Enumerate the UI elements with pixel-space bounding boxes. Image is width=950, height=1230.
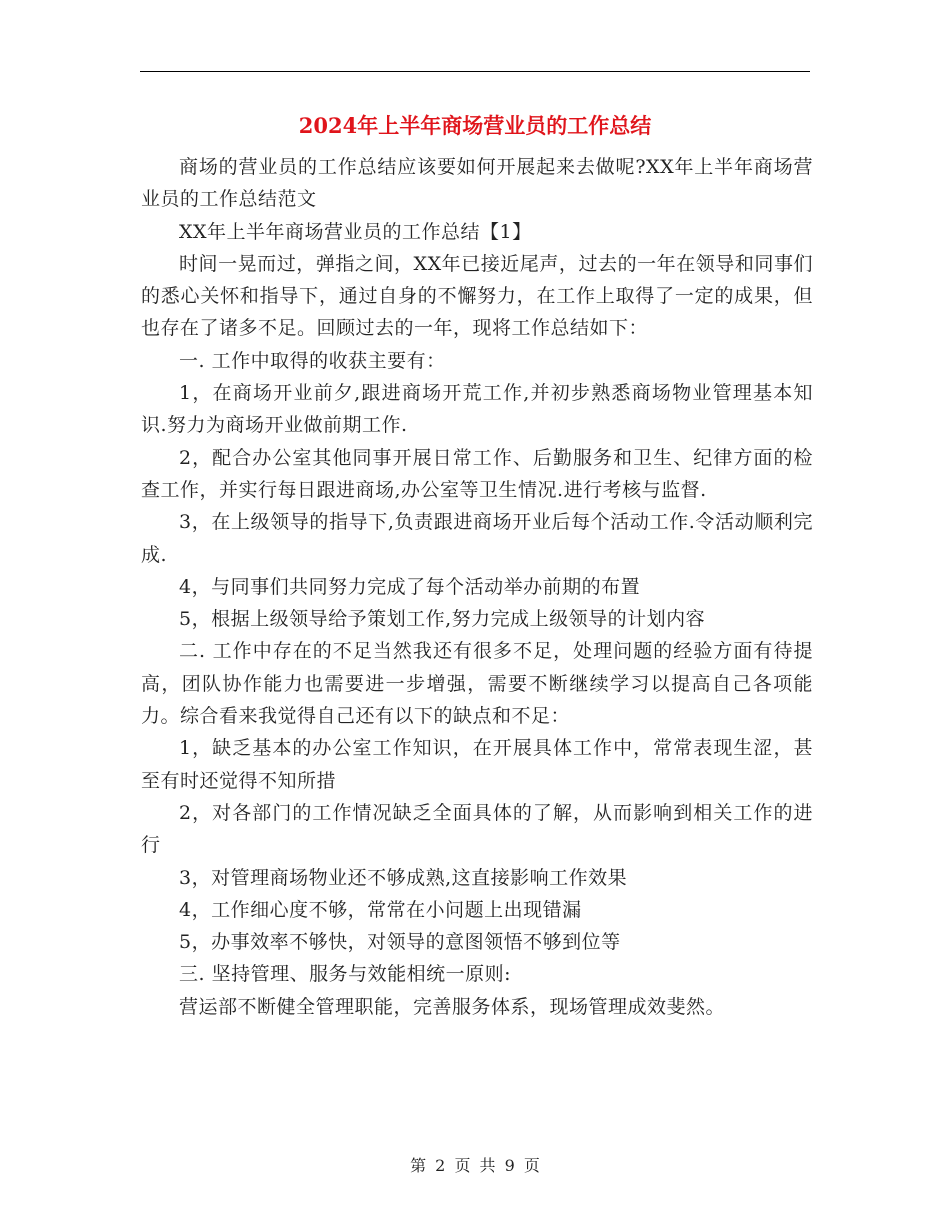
list-item: 2，配合办公室其他同事开展日常工作、后勤服务和卫生、纪律方面的检查工作，并实行每日跟进商场,办公室等卫生情况.进行考核与监督.: [141, 446, 813, 501]
list-item: 1，在商场开业前夕,跟进商场开荒工作,并初步熟悉商场物业管理基本知识.努力为商场开业做前期工作.: [141, 382, 813, 437]
list-item: 3，对管理商场物业还不够成熟,这直接影响工作效果: [179, 866, 628, 889]
paragraph: XX年上半年商场营业员的工作总结【1】: [179, 220, 532, 243]
paragraph: 时间一晃而过，弹指之间，XX年已接近尾声，过去的一年在领导和同事们的悉心关怀和指导下，通过自身的不懈努力，在工作上取得了一定的成果，但也存在了诸多不足。回顾过去的一年，现将工作总结如下：: [141, 252, 813, 340]
list-item: 4，与同事们共同努力完成了每个活动举办前期的布置: [179, 575, 641, 598]
document-body: [141, 151, 813, 1023]
list-item: 5，根据上级领导给予策划工作,努力完成上级领导的计划内容: [179, 608, 706, 631]
list-item: 3，在上级领导的指导下,负责跟进商场开业后每个活动工作.令活动顺利完成.: [141, 511, 813, 566]
section-heading: 一. 工作中取得的收获主要有：: [179, 349, 446, 372]
section-heading: 三. 坚持管理、服务与效能相统一原则:: [179, 963, 511, 986]
page-number: 第 2 页 共 9 页: [410, 1156, 540, 1175]
header-rule: [140, 71, 810, 72]
document-title: 2024年上半年商场营业员的工作总结: [298, 113, 652, 138]
paragraph: 营运部不断健全管理职能，完善服务体系，现场管理成效斐然。: [179, 995, 726, 1018]
paragraph: 商场的营业员的工作总结应该要如何开展起来去做呢?XX年上半年商场营业员的工作总结范文: [141, 156, 813, 211]
list-item: 5，办事效率不够快，对领导的意图领悟不够到位等: [179, 931, 621, 954]
list-item: 1，缺乏基本的办公室工作知识，在开展具体工作中，常常表现生涩，甚至有时还觉得不知所措: [141, 737, 813, 792]
list-item: 4，工作细心度不够，常常在小问题上出现错漏: [179, 898, 582, 921]
list-item: 2，对各部门的工作情况缺乏全面具体的了解，从而影响到相关工作的进行: [141, 801, 813, 857]
section-heading: 二. 工作中存在的不足当然我还有很多不足，处理问题的经验方面有待提高，团队协作能力也需要进一步增强，需要不断继续学习以提高自己各项能力。综合看来我觉得自己还有以下的缺点和不足：: [141, 640, 813, 728]
